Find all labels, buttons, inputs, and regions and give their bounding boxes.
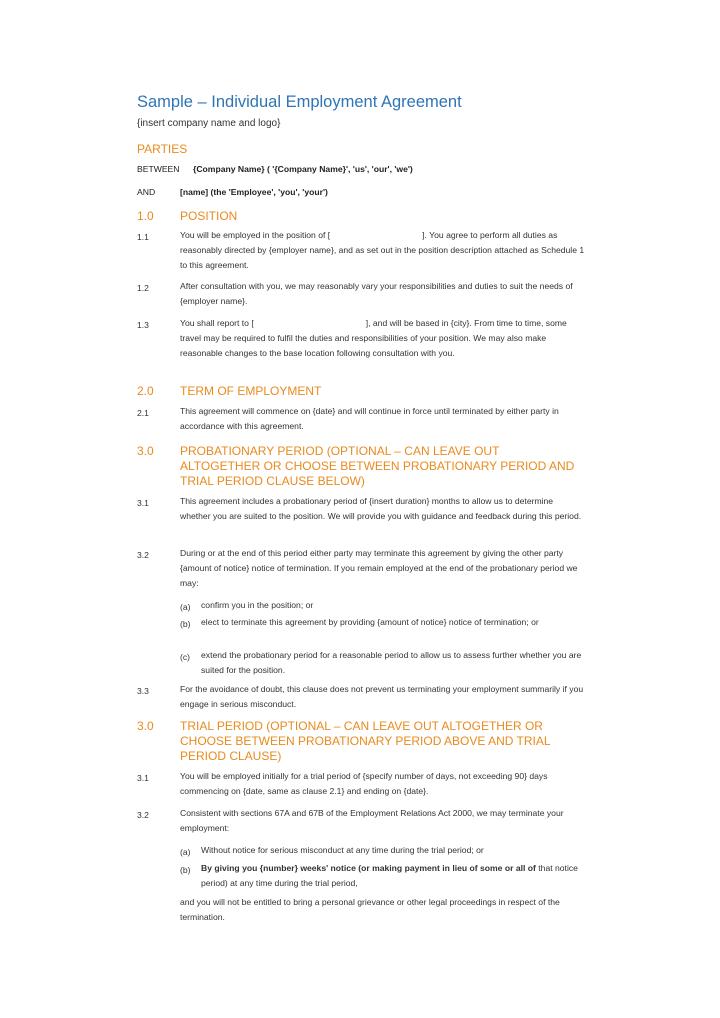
section-trial-number: 3.0 xyxy=(137,719,154,733)
clause-2-1-number: 2.1 xyxy=(137,408,149,418)
between-party xyxy=(193,164,413,174)
clause-3-1-number: 3.1 xyxy=(137,498,149,508)
section-trial-title: TRIAL PERIOD (OPTIONAL – CAN LEAVE OUT ALTOGETHER OR CHOOSE BETWEEN PROBATIONARY PERIOD ABOVE AND TRIAL PERIOD CLAUSE) xyxy=(180,719,551,763)
and-party xyxy=(180,187,328,197)
section-1-title: POSITION xyxy=(180,209,238,223)
clause-3-3-text: For the avoidance of doubt, this clause does not prevent us terminating your employment summarily if you engage in serious misconduct. xyxy=(180,684,584,710)
clause-2-1-text: This agreement will commence on {date} and will continue in force until terminated by either party in accordance with this agreement. xyxy=(180,406,559,432)
clause-trial-1-text: You will be employed initially for a trial period of {specify number of days, not exceeding 90} days commencing on {date, same as clause 2.1} and ending on {date}. xyxy=(180,771,548,797)
clause-3-2-text: During or at the end of this period either party may terminate this agreement by giving the other party {amount of notice} notice of termination. If you remain employed at the end of the probationary period we may: xyxy=(180,548,578,589)
between-party-text: {Company Name} ( '{Company Name}', 'us', 'our', 'we') xyxy=(193,164,413,174)
clause-3-2-c-letter: (c) xyxy=(180,652,191,662)
clause-1-3-part-a: You shall report to [ xyxy=(180,318,254,328)
trial-closing-text: and you will not be entitled to bring a personal grievance or other legal proceedings in respect of the termination. xyxy=(180,897,560,923)
section-2-number: 2.0 xyxy=(137,384,154,398)
clause-1-1-part-b: ]. You agree to perform all duties as reasonably directed by {employer name}, and as set out in the position description attached as Schedule 1 to this agreement. xyxy=(180,230,585,271)
clause-trial-2-a-letter: (a) xyxy=(180,847,191,857)
parties-heading: PARTIES xyxy=(137,142,188,156)
and-row xyxy=(137,187,155,197)
clause-1-1-text xyxy=(180,228,585,274)
clause-1-2-number: 1.2 xyxy=(137,283,149,293)
between-label: BETWEEN xyxy=(137,164,180,174)
clause-trial-2-b-letter: (b) xyxy=(180,865,191,875)
clause-3-2-a-text: confirm you in the position; or xyxy=(201,600,314,610)
clause-1-1-part-a: You will be employed in the position of [ xyxy=(180,230,331,240)
clause-trial-2-b-bold: By giving you {number} weeks' notice (or making payment in lieu of some or all of xyxy=(201,863,536,873)
clause-1-3-part-b: ], and will be based in {city}. From time to time, some travel may be required to fulfil the duties and responsibilities of your position. We may also make reasonable changes to the base location following consultation with you. xyxy=(180,318,567,359)
clause-1-3-text xyxy=(180,316,585,362)
and-label: AND xyxy=(137,187,156,197)
clause-3-2-b-letter: (b) xyxy=(180,619,191,629)
clause-trial-2-text: Consistent with sections 67A and 67B of the Employment Relations Act 2000, we may terminate your employment: xyxy=(180,808,564,834)
clause-3-2-c-text: extend the probationary period for a reasonable period to allow us to assess further whether you are suited for the position. xyxy=(201,650,582,676)
clause-3-3-number: 3.3 xyxy=(137,686,149,696)
document-title: Sample – Individual Employment Agreement xyxy=(137,93,462,111)
clause-trial-2-b-text xyxy=(201,861,586,891)
clause-trial-2-number: 3.2 xyxy=(137,810,149,820)
clause-1-2-text: After consultation with you, we may reasonably vary your responsibilities and duties to suit the needs of {employer name}. xyxy=(180,281,573,307)
document-subtitle: {insert company name and logo} xyxy=(137,118,281,129)
clause-3-1-text: This agreement includes a probationary period of {insert duration} months to allow us to determine whether you are suited to the position. We will provide you with guidance and feedback during this period. xyxy=(180,496,582,522)
section-1-number: 1.0 xyxy=(137,209,154,223)
between-row xyxy=(137,164,180,174)
clause-trial-2-a-text: Without notice for serious misconduct at any time during the trial period; or xyxy=(201,845,484,855)
clause-3-2-b-text: elect to terminate this agreement by providing {amount of notice} notice of termination; or xyxy=(201,617,539,627)
clause-1-3-number: 1.3 xyxy=(137,320,149,330)
clause-3-2-a-letter: (a) xyxy=(180,602,191,612)
and-party-text: [name] (the 'Employee', 'you', 'your') xyxy=(180,187,328,197)
section-3-title: PROBATIONARY PERIOD (OPTIONAL – CAN LEAVE OUT ALTOGETHER OR CHOOSE BETWEEN PROBATIONARY PERIOD AND TRIAL PERIOD CLAUSE BELOW) xyxy=(180,444,575,488)
section-2-title: TERM OF EMPLOYMENT xyxy=(180,384,322,398)
clause-trial-1-number: 3.1 xyxy=(137,773,149,783)
clause-3-2-number: 3.2 xyxy=(137,550,149,560)
clause-1-1-number: 1.1 xyxy=(137,232,149,242)
section-3-number: 3.0 xyxy=(137,444,154,458)
clause-trial-2-b-rest: that notice period) at any time during the trial period, xyxy=(201,863,578,889)
